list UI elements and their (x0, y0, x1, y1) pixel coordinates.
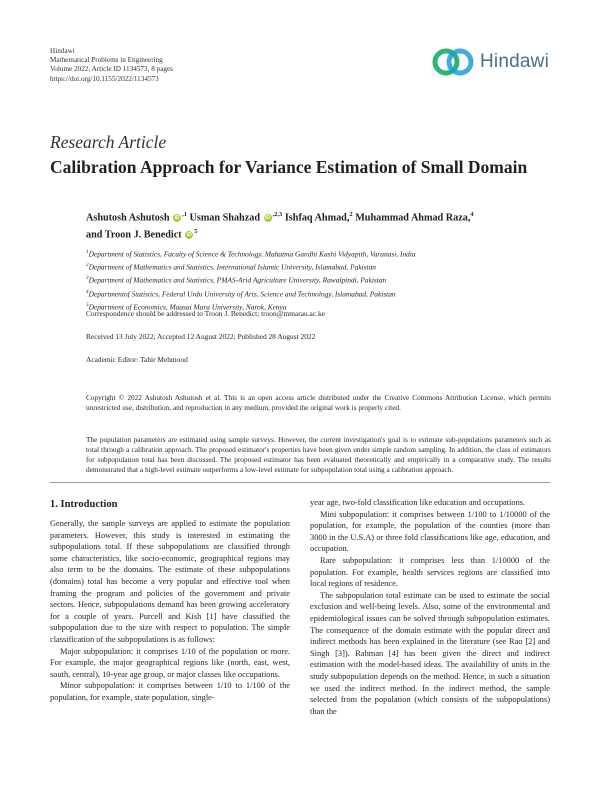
author-name[interactable]: Muhammad Ahmad Raza, (355, 212, 471, 224)
paragraph: Mini subpopulation: it comprises between 1/100 to 1/10000 of the population, for example, the population of the counties (more than 3000 in the U.S.A) or three fold classifications like age, education, and occupation. (310, 509, 550, 554)
volume-info: Volume 2022, Article ID 1134573, 8 pages (50, 65, 173, 74)
logo-text: Hindawi (480, 51, 549, 72)
author-name[interactable]: Ishfaq Ahmad, (284, 212, 350, 224)
author-affil-sup: 5 (194, 228, 198, 236)
hindawi-logo-icon (430, 46, 478, 78)
affiliation-item: $^1$Department of Statistics, Faculty of Science & Technology, Mahatma Gandhi Kashi Vidyapith, Varanasi, India (86, 249, 416, 259)
paragraph: The subpopulation total estimate can be used to estimate the social exclusion and well-being levels. Also, some of the environmental and epidemiological issues can be solved through subpopulation estimates. The consequence of the domain estimate with the popular direct and indirect methods has been explained in the literature (see Rao [2] and Singh [3]). Rahman [4] has been given the direct and indirect estimation with the model-based ideas. The availability of units in the study subpopulation depends on the method. Hence, in such a situation we used the indirect method. In the indirect method, the sample selected from the population (which consists of the subpopulations) than the (310, 590, 550, 716)
affiliation-list (86, 247, 556, 313)
author-affil-sup: ,2,3 (272, 211, 283, 218)
author-name[interactable]: Ashutosh Ashutosh (86, 212, 170, 224)
section-divider (50, 482, 550, 483)
affiliation-item: $^3$Department of Mathematics and Statistics, PMAS-Arid Agriculture University, Rawalpindi, Pakistan (86, 275, 387, 285)
affiliation-item: $^4$Departmentof Statistics, Federal Urdu University of Arts, Science and Technology, Islamabad, Pakistan (86, 288, 396, 298)
author-affil-sup: 2 (349, 211, 353, 218)
paragraph: Generally, the sample surveys are applied to estimate the population parameters. However, this study is interested in estimating the subpopulations total. If these subpopulations are classified through some characteristics, like socio-economic, geographical regions may also term to be the domains. The estimate of these subpopulations (domains) total has become a very popular and effective tool when framing the program and policies of the government and private sectors. Hence, subpopulations demand has been growing acceleratory for a couple of years. Purcell and Kish [1] have classified the subpopulation due to the size with respect to population. The simple classification of the subpopulations is as follows: (50, 519, 290, 644)
section-heading: 1. Introduction (50, 499, 118, 510)
academic-editor: Academic Editor: Tahir Mehmood (86, 355, 188, 364)
author-name[interactable]: Usman Shahzad (189, 212, 260, 224)
affiliation-item: $^5$Department of Economics, Maasai Mara University, Narok, Kenya (86, 301, 287, 312)
paragraph: Major subpopulation: it comprises 1/10 of the population or more. For example, the major geographical regions like (north, east, west, south, central), 10-year age group, or major classes like occupations. (50, 646, 290, 679)
journal-info (50, 47, 173, 84)
left-column (50, 518, 290, 704)
publisher-name: Hindawi (50, 47, 75, 55)
correspondence: Correspondence should be addressed to Troon J. Benedict; troon@mmarau.ac.ke (86, 309, 325, 318)
journal-name: Mathematical Problems in Engineering (50, 56, 163, 65)
orcid-icon[interactable]: iD (174, 215, 180, 222)
paragraph: Minor subpopulation: it comprises between 1/10 to 1/100 of the population, for example, state population, single- (50, 681, 290, 702)
doi-link[interactable]: https://doi.org/10.1155/2022/1134573 (50, 74, 159, 83)
affiliation-item: $^2$Department of Mathematics and Statistics, International Islamic University, Islamabad, Pakistan (86, 262, 376, 272)
paragraph: Rare subpopulation: it comprises less than 1/10000 of the population. For example, health services regions are classified into local regions of residence. (310, 555, 550, 589)
author-affil-sup: ,1 (182, 211, 187, 218)
author-name[interactable]: and Troon J. Benedict (86, 229, 182, 241)
abstract: The population parameters are estimated using sample surveys. However, the current investigation's goal is to estimate sub-populations parameters such as total through a calibration approach. The proposed estimator's properties have been given under simple random sampling. In addition, the class of estimators for subpopulation total has been discussed. The proposed estimator has been evaluated theoretically and empirically in a comparative study. The results demonstrated that a high-level estimate outperforms a low-level estimate for subpopulation total using a calibration approach. (86, 435, 551, 474)
orcid-icon[interactable]: iD (265, 215, 271, 222)
article-type: Research Article (50, 132, 167, 152)
author-affil-sup: 4 (470, 211, 474, 218)
publication-dates: Received 13 July 2022; Accepted 12 August 2022; Published 28 August 2022 (86, 332, 316, 341)
copyright-notice: Copyright © 2022 Ashutosh Ashutosh et al. This is an open access article distributed under the Creative Commons Attribution License, which permits unrestricted use, distribution, and reproduction in any medium, provided the original work is properly cited. (86, 393, 551, 412)
paragraph: year age, two-fold classification like education and occupations. (310, 498, 526, 507)
article-title: Calibration Approach for Variance Estimation of Small Domain (50, 157, 528, 177)
author-list (86, 208, 556, 243)
orcid-icon[interactable]: iD (186, 232, 192, 239)
right-column (310, 497, 550, 717)
hindawi-logo[interactable] (430, 46, 549, 78)
